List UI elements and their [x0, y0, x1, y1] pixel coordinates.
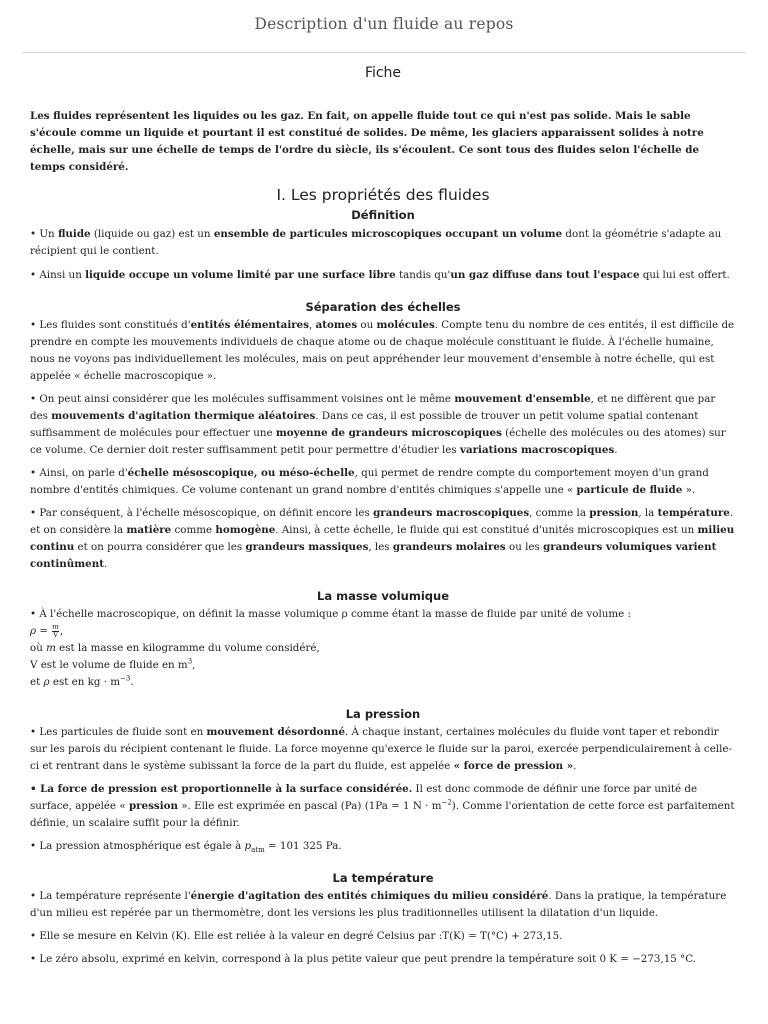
separation-p2: • On peut ainsi considérer que les molécules suffisamment voisines ont le même mouvement d'ensemble, et ne diffèrent que par des mouvements d'agitation thermique aléatoires. Dans ce cas, il est possible de trouver un petit volume spatial contenant suffisamment de molécules pour effectuer une moyenne de grandeurs microscopiques (échelle des molécules ou des atomes) sur ce volume. Ce dernier doit rester suffisamment petit pour permettre d'étudier les variations macroscopiques.: [30, 393, 726, 457]
definition-p1: • Un fluide (liquide ou gaz) est un ensemble de particules microscopiques occupant un volume dont la géométrie s'adapte au récipient qui le contient.: [30, 228, 722, 258]
separation-p3: • Ainsi, on parle d'échelle mésoscopique, ou méso-échelle, qui permet de rendre compte du comportement moyen d'un grand nombre d'entités chimiques. Ce volume contenant un grand nombre d'entités chimiques s'appelle une « particule de fluide ».: [30, 467, 709, 497]
temperature-p2: • Elle se mesure en Kelvin (K). Elle est reliée à la valeur en degré Celsius par :T(K) = T(°C) + 273,15.: [30, 930, 563, 943]
masse-line5: et ρ est en kg · $m^{-3}$.: [30, 674, 134, 689]
pression-p2: • La force de pression est proportionnelle à la surface considérée. Il est donc commode de définir une force par unité de surface, appelée « pression ». Elle est exprimée en pascal (Pa) (1Pa = 1 $N \cdot m^{-2}$). Comme l'orientation de cette force est parfaitement définie, un scalaire suffit pour la définir.: [30, 783, 735, 830]
separation-p4: • Par conséquent, à l'échelle mésoscopique, on définit encore les grandeurs macroscopiques, comme la pression, la température. et on considère la matière comme homogène. Ainsi, à cette échelle, le fluide qui est constitué d'unités microscopiques est un milieu continu et on pourra considérer que les grandeurs massiques, les grandeurs molaires ou les grandeurs volumiques varient continûment.: [30, 507, 735, 571]
page-title: Description d'un fluide au repos: [254, 15, 514, 33]
masse-line1: • À l'échelle macroscopique, on définit la masse volumique ρ comme étant la masse de fluide par unité de volume :: [30, 608, 631, 621]
separation-title: Séparation des échelles: [305, 300, 461, 315]
masse-formula: ρ = $\frac{m}{V}$ ,: [30, 622, 64, 639]
masse-line3: où m est la masse en kilogramme du volume considéré,: [30, 642, 320, 655]
definition-title: Définition: [351, 208, 415, 223]
masse-line4: V est le volume de fluide en $m^3$,: [30, 657, 196, 672]
document-subtitle: Fiche: [364, 65, 402, 81]
rho-symbol: ρ =: [30, 625, 48, 638]
temperature-p1: • La température représente l'énergie d'agitation des entités chimiques du milieu considéré. Dans la pratique, la température d'un milieu est repérée par un thermomètre, dont les versions les plus traditionnelles utilisent la dilatation d'un liquide.: [30, 890, 727, 920]
mass-fraction: $\frac{m}{V}$: [52, 622, 59, 639]
masse-title: La masse volumique: [317, 589, 449, 604]
separation-p1: • Les fluides sont constitués d'entités élémentaires, atomes ou molécules. Compte tenu du nombre de ces entités, il est difficile de prendre en compte les mouvements individuels de chaque atome ou de chaque molécule constituant le fluide. À l'échelle humaine, nous ne voyons pas individuellement les molécules, mais on peut appréhender leur mouvement d'ensemble à notre échelle, qui est appelée « échelle macroscopique ».: [30, 319, 735, 383]
document-body: [30, 52, 736, 968]
pression-p1: • Les particules de fluide sont en mouvement désordonné. À chaque instant, certaines molécules du fluide vont taper et rebondir sur les parois du récipient contenant le fluide. La force moyenne qu'exerce le fluide sur la paroi, exercée perpendiculairement à celle-ci et rentrant dans le système subissant la force de la part du fluide, est appelée « force de pression ».: [30, 726, 732, 773]
intro-paragraph: Les fluides représentent les liquides ou les gaz. En fait, on appelle fluide tout ce qui n'est pas solide. Mais le sable s'écoule comme un liquide et pourtant il est constitué de solides. De même, les glaciers apparaissent solides à notre échelle, mais sur une échelle de temps de l'ordre du siècle, ils s'écoulent. Ce sont tous des fluides selon l'échelle de temps considéré.: [30, 110, 704, 173]
pression-title: La pression: [345, 707, 421, 722]
pression-p3: • La pression atmosphérique est égale à $p_{atm} = 101$ 325 Pa.: [30, 840, 342, 855]
definition-p2: • Ainsi un liquide occupe un volume limité par une surface libre tandis qu'un gaz diffuse dans tout l'espace qui lui est offert.: [30, 269, 730, 282]
temperature-p3: • Le zéro absolu, exprimé en kelvin, correspond à la plus petite valeur que peut prendre la température soit 0 K = −273,15 °C.: [30, 953, 697, 966]
page-header: [22, 0, 746, 53]
temperature-title: La température: [332, 871, 434, 886]
section-title: I. Les propriétés des fluides: [276, 186, 490, 205]
